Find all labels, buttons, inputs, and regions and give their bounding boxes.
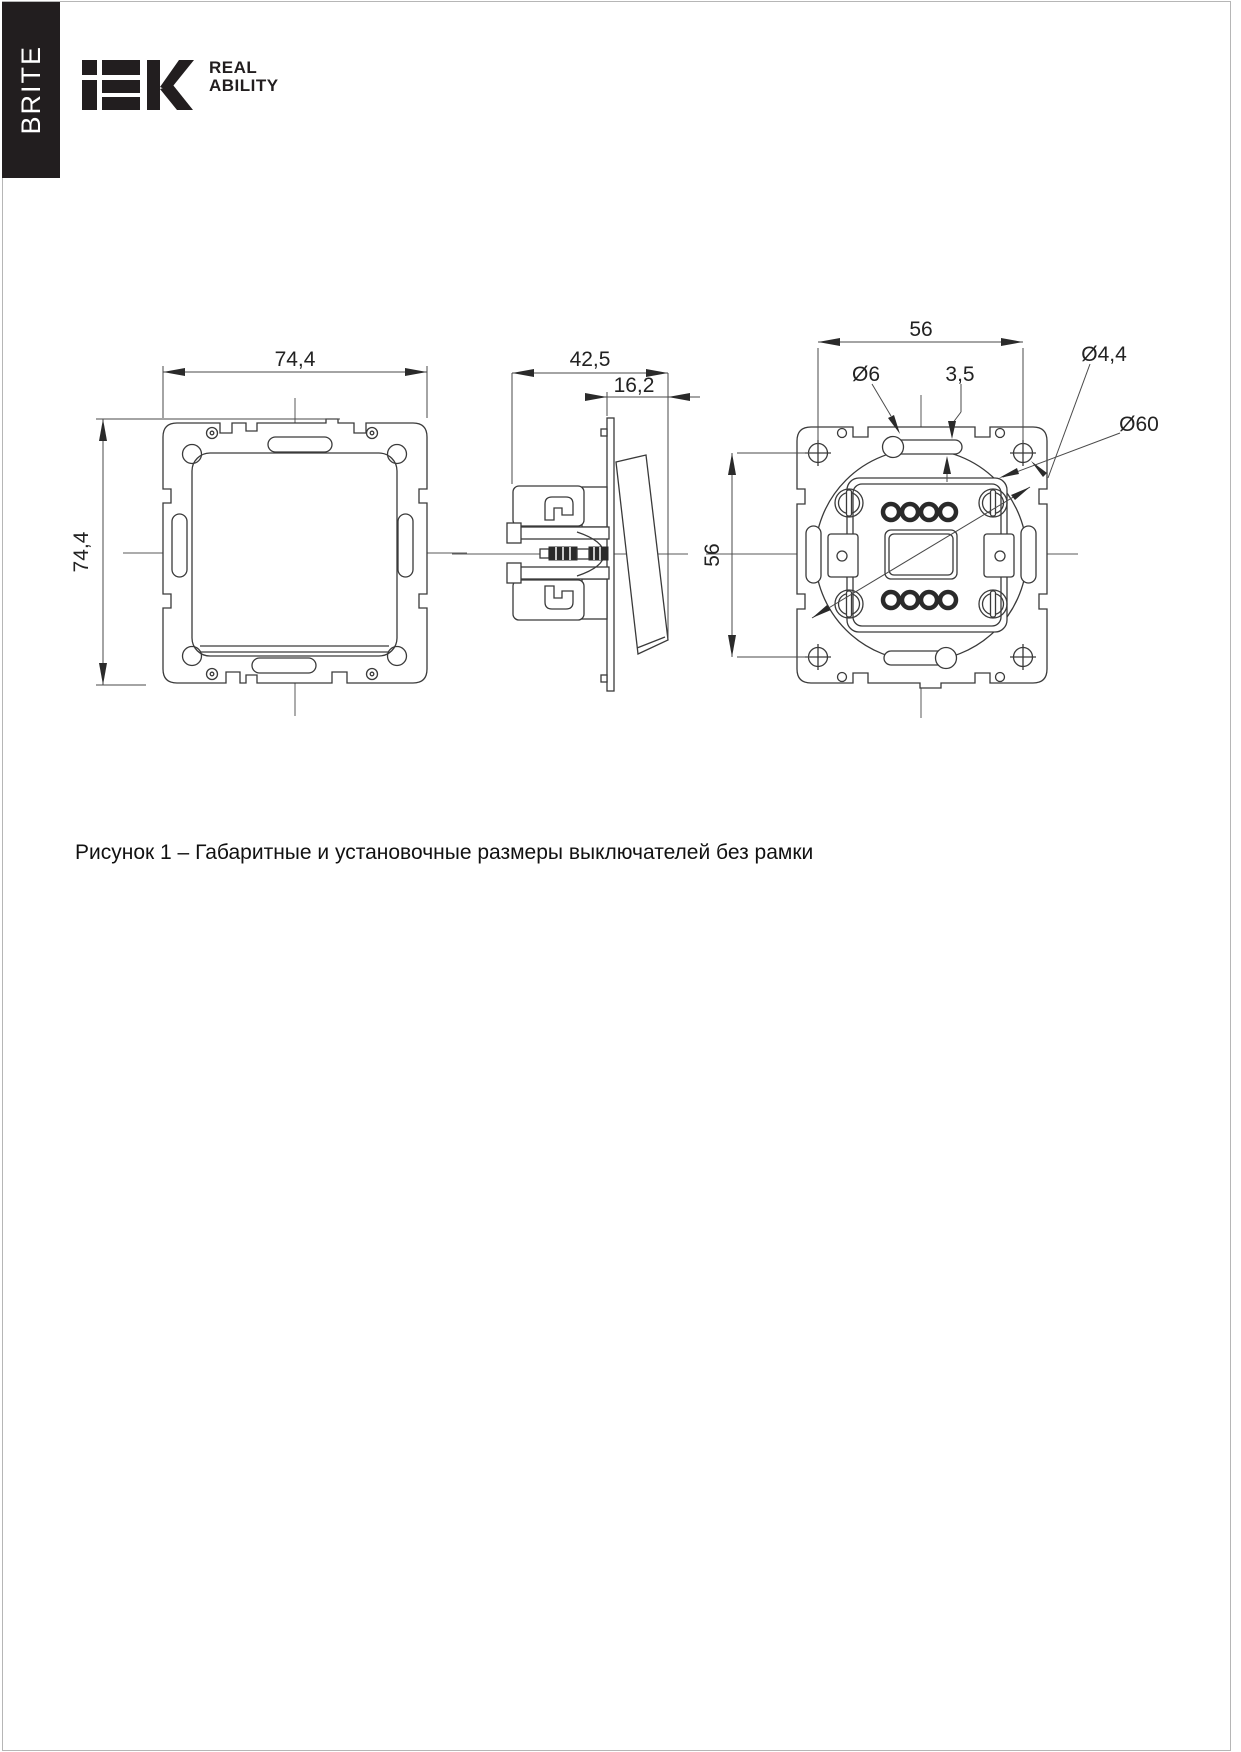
dim-front-width: 74,4	[274, 348, 316, 371]
side-claw-mechanism	[507, 486, 609, 620]
side-view-drawing	[452, 348, 700, 691]
dim-back-mount-hole-dia: Ø4,4	[1081, 343, 1127, 366]
dim-side-total-depth: 42,5	[569, 348, 611, 371]
side-mounted-depth-dimension	[585, 374, 700, 416]
dim-back-hspacing: 56	[909, 318, 933, 341]
dim-back-keyhole-dia: Ø6	[851, 363, 881, 386]
logo-tagline-line2: ABILITY	[209, 76, 279, 96]
dim-back-support-dia: Ø60	[1119, 413, 1159, 436]
logo-tagline-line1: REAL	[209, 58, 258, 77]
back-keyhole-dia-label	[852, 363, 900, 434]
front-view-drawing	[70, 348, 467, 716]
back-vspacing-dimension	[701, 453, 810, 657]
front-rocker	[192, 453, 397, 656]
dim-side-mounted-depth: 16,2	[613, 374, 655, 397]
dim-back-slot-width: 3,5	[945, 363, 975, 386]
dim-front-height: 74,4	[70, 531, 93, 573]
figure-caption: Рисунок 1 – Габаритные и установочные размеры выключателей без рамки	[75, 841, 814, 864]
back-view-drawing	[701, 318, 1159, 718]
series-banner-label: BRITE	[15, 45, 46, 135]
dim-back-vspacing: 56	[701, 543, 724, 567]
